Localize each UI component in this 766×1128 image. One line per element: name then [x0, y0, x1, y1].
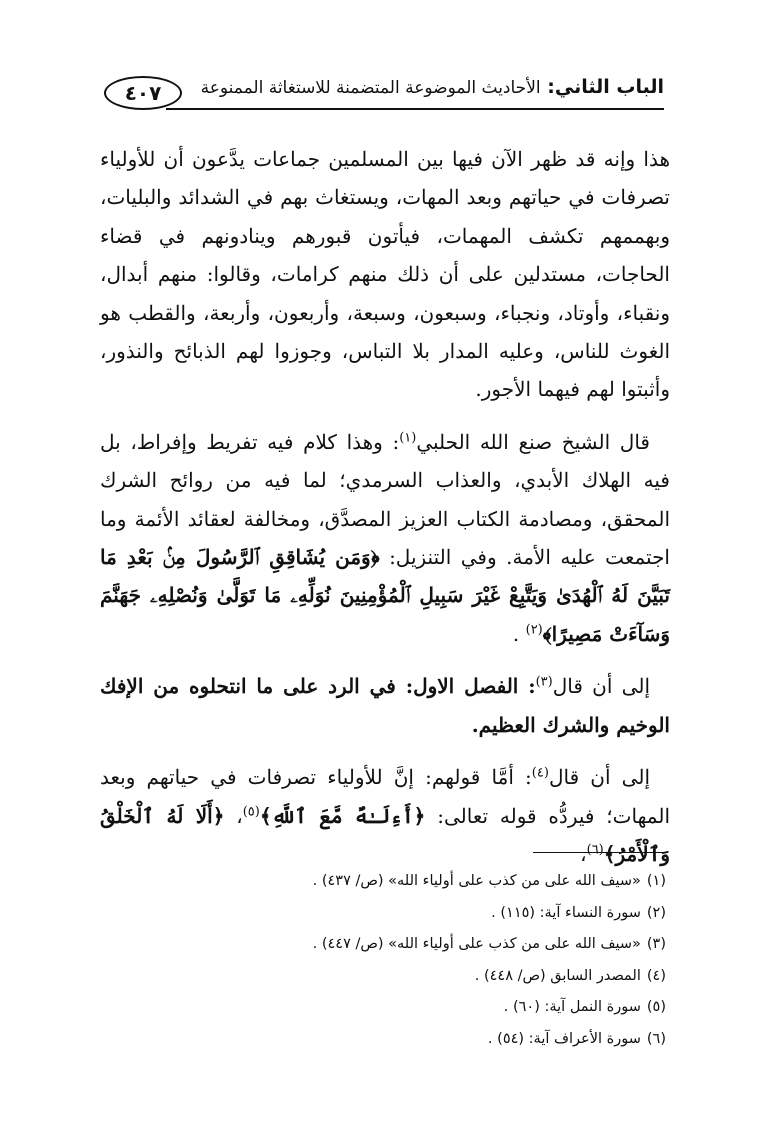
footnote-number: (٢) [646, 904, 666, 921]
footnote-number: (٥) [646, 999, 666, 1015]
chapter-label: الباب الثاني: [547, 76, 664, 98]
footnote [146, 866, 666, 898]
quran-verse: ﴿وَمَن يُشَاقِقِ ٱلرَّسُولَ مِنۢ بَعْدِ مَا تَبَيَّنَ لَهُ ٱلْهُدَىٰ وَيَتَّبِعْ غَيْرَ سَبِيلِ ٱلْمُؤْمِنِينَ نُوَلِّهِۦ مَا تَوَلَّىٰ وَنُصْلِهِۦ جَهَنَّمَ وَسَآءَتْ مَصِيرًا﴾ [100, 545, 670, 646]
header-rule [166, 108, 664, 110]
main-text [100, 140, 670, 887]
paragraph [100, 667, 670, 744]
paragraph-text: ، [580, 841, 587, 866]
footnote-ref[interactable]: (١) [399, 430, 417, 446]
paragraph-text: قال الشيخ صنع الله الحلبي [416, 429, 650, 454]
footnote [146, 992, 666, 1024]
footnote-text: المصدر السابق (ص/ ٤٤٨) . [474, 967, 641, 984]
page-header [104, 72, 664, 120]
footnote [146, 929, 666, 961]
running-title [201, 76, 664, 98]
footnote-separator [533, 852, 663, 853]
footnote-ref[interactable]: (٣) [535, 674, 553, 690]
paragraph-text: إلى أن قال [548, 765, 651, 790]
quran-verse: ﴿أَلَا لَهُ ٱلْخَلْقُ وَٱلْأَمْرُ﴾ [100, 803, 670, 866]
footnote-ref[interactable]: (٦) [586, 842, 604, 858]
chapter-subtitle: الأحاديث الموضوعة المتضمنة للاستغاثة الممنوعة [200, 78, 541, 98]
footnote-text: «سيف الله على من كذب على أولياء الله» (ص/ ٤٤٧) . [312, 936, 641, 952]
footnote [146, 898, 666, 930]
paragraph-text: : أمَّا قولهم: إنَّ للأولياء تصرفات في حياتهم وبعد المهات؛ فيردُّه قوله تعالى: [100, 765, 670, 828]
paragraph-text: : وهذا كلام فيه تفريط وإفراط، بل فيه الهلاك الأبدي، والعذاب السرمدي؛ لما فيه من روائح الشرك المحقق، ومصادمة الكتاب العزيز المصدَّق، ومخالفة لعقائد الأئمة وما اجتمعت عليه الأمة. وفي التنزيل: [100, 429, 670, 570]
footnote-text: سورة النساء آية: (١١٥) . [491, 904, 641, 921]
paragraph [100, 423, 670, 653]
footnotes [146, 866, 666, 1055]
footnote-text: سورة النمل آية: (٦٠) . [503, 999, 641, 1015]
footnote-ref[interactable]: (٤) [531, 765, 549, 781]
footnote [146, 961, 666, 993]
footnote-number: (٣) [646, 936, 666, 952]
quran-verse: ﴿أَءِلَـٰهٌ مَّعَ ٱللَّهِ﴾ [259, 803, 426, 828]
footnote-text: سورة الأعراف آية: (٥٤) . [487, 1030, 641, 1047]
footnote-number: (١) [646, 873, 666, 889]
paragraph-text: . [512, 621, 526, 646]
footnote-number: (٦) [646, 1030, 666, 1047]
footnote-ref[interactable]: (٥) [242, 803, 260, 819]
footnote [146, 1024, 666, 1056]
paragraph-text: إلى أن قال [552, 674, 650, 699]
paragraph-text: ، [224, 803, 243, 828]
paragraph: هذا وإنه قد ظهر الآن فيها بين المسلمين جماعات يدَّعون أن للأولياء تصرفات في حياتهم وبعد المهات، ويستغاث بهم في الشدائد والبليات، وبهممهم تكشف المهمات، فيأتون قبورهم وينادونهم في قضاء الحاجات، مستدلين على أن ذلك منهم كرامات، وقالوا: منهم أبدال، ونقباء، وأوتاد، ونجباء، وسبعون، وسبعة، وأربعون، وأربعة، والقطب هو الغوث للناس، وعليه المدار بلا التباس، وجوزوا لهم الذبائح والنذور، وأثبتوا لهم فيهما الأجور. [100, 147, 670, 402]
footnote-number: (٤) [646, 967, 666, 984]
section-heading: : الفصل الاول: في الرد على ما انتحلوه من الإفك الوخيم والشرك العظيم. [100, 674, 670, 737]
footnote-text: «سيف الله على من كذب على أولياء الله» (ص/ ٤٣٧) . [312, 873, 641, 889]
footnote-ref[interactable]: (٢) [525, 622, 543, 638]
page-number: ٤٠٧ [104, 76, 182, 110]
paragraph [100, 758, 670, 873]
